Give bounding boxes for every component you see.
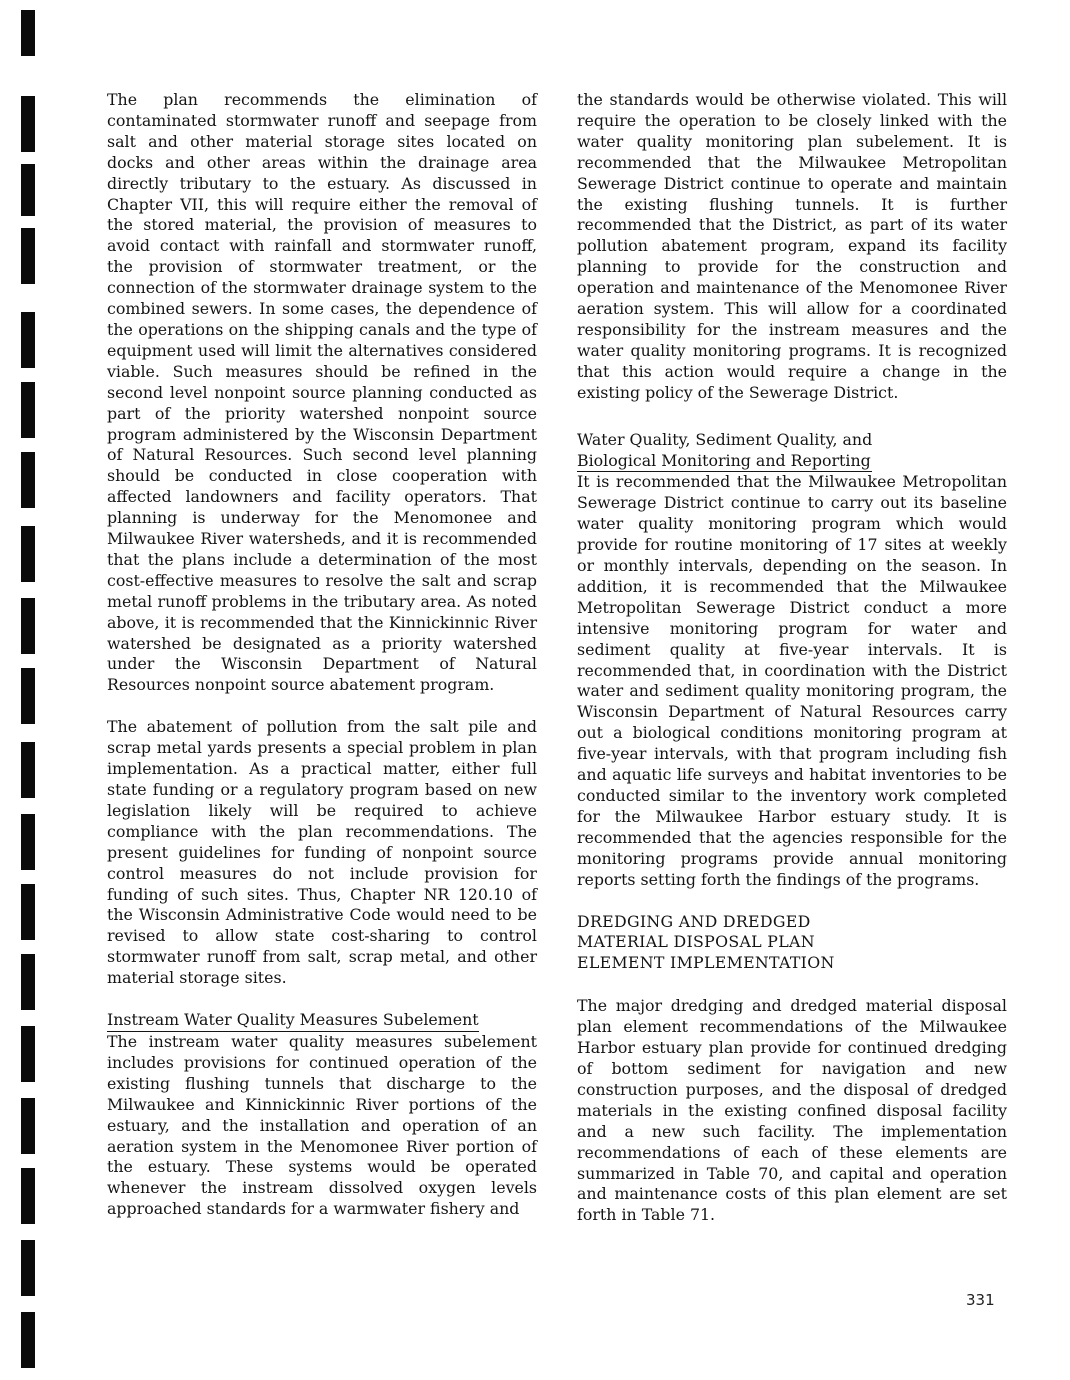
paragraph: The abatement of pollution from the salt pile and scrap metal yards presents a special problem in plan implementation. As a practical matter, either full state funding or a regulatory program based on new legislation likely will be required to achieve compliance with the plan recommendations. The present guidelines for funding of nonpoint source control measures do not include provision for funding of such sites. Thus, Chapter NR 120.10 of the Wisconsin Administrative Code would need to be revised to allow state cost-sharing to control stormwater runoff from salt, scrap metal, and other material storage sites. (107, 717, 537, 988)
margin-mark (21, 96, 35, 152)
margin-mark (21, 954, 35, 1010)
margin-mark (21, 668, 35, 724)
margin-mark (21, 382, 35, 438)
margin-mark (21, 526, 35, 582)
subsection-heading: Water Quality, Sediment Quality, and Biological Monitoring and Reporting (577, 430, 872, 473)
margin-mark (21, 742, 35, 798)
margin-mark (21, 1312, 35, 1368)
section-heading: DREDGING AND DREDGED MATERIAL DISPOSAL PLAN ELEMENT IMPLEMENTATION (577, 911, 835, 973)
paragraph: The major dredging and dredged material disposal plan element recommendations of the Milwaukee Harbor estuary plan provide for continued dredging of bottom sediment for navigation and new construction purposes, and the disposal of dredged materials in the existing confined disposal facility and a new such facility. The implementation recommendations of each of these elements are summarized in Table 70, and capital and operation and maintenance costs of this plan element are set forth in Table 71. (577, 996, 1007, 1225)
binding-margin-marks (21, 0, 35, 1380)
margin-mark (21, 1026, 35, 1082)
paragraph: It is recommended that the Milwaukee Metropolitan Sewerage District continue to carry out its baseline water quality monitoring program which would provide for routine monitoring of 17 sites at weekly or monthly intervals, depending on the season. In addition, it is recommended that the Milwaukee Metropolitan Sewerage District conduct a more intensive monitoring program for water and sediment quality at five-year intervals. It is recommended that, in coordination with the District water and sediment quality monitoring program, the Wisconsin Department of Natural Resources carry out a biological conditions monitoring program at five-year intervals, with that program including fish and aquatic life surveys and habitat inventories to be conducted similar to the inventory work completed for the Milwaukee Harbor estuary study. It is recommended that the agencies responsible for the monitoring programs provide annual monitoring reports setting forth the findings of the programs. (577, 472, 1007, 889)
margin-mark (21, 884, 35, 940)
margin-mark (21, 814, 35, 870)
margin-mark (21, 312, 35, 368)
paragraph: the standards would be otherwise violated. This will require the operation to be closely linked with the water quality monitoring plan subelement. It is recommended that the Milwaukee Metropolitan Sewerage District continue to operate and maintain the existing flushing tunnels. It is further recommended that the District, as part of its water pollution abatement program, expand its facility planning to provide for the construction and operation and maintenance of the Menomonee River aeration system. This will allow for a coordinated responsibility for the instream measures and the water quality monitoring programs. It is recognized that this action would require a change in the existing policy of the Sewerage District. (577, 90, 1007, 402)
margin-mark (21, 164, 35, 216)
margin-mark (21, 1168, 35, 1224)
paragraph: The instream water quality measures subelement includes provisions for continued operation of the existing flushing tunnels that discharge to the Milwaukee and Kinnickinnic River portions of the estuary, and the installation and operation of an aeration system in the Menomonee River portion of the estuary. These systems would be operated whenever the instream dissolved oxygen levels approached standards for a warmwater fishery and (107, 1031, 537, 1219)
margin-mark (21, 1098, 35, 1154)
margin-mark (21, 1240, 35, 1296)
paragraph: The plan recommends the elimination of contaminated stormwater runoff and seepage from salt and other material storage sites located on docks and other areas within the drainage area directly tributary to the estuary. As discussed in Chapter VII, this will require either the removal of the stored material, the provision of measures to avoid contact with rainfall and stormwater runoff, the provision of stormwater treatment, or the connection of the stormwater drainage system to the combined sewers. In some cases, the dependence of the operations on the shipping canals and the type of equipment used will limit the alternatives considered viable. Such measures should be refined in the second level nonpoint source planning conducted as part of the priority watershed nonpoint source program administered by the Wisconsin Department of Natural Resources. Such second level planning should be conducted in close cooperation with affected landowners and facility operators. That planning is underway for the Menomonee and Milwaukee River watersheds, and it is recommended that the plans include a determination of the most cost-effective measures to resolve the salt and scrap metal runoff problems in the tributary area. As noted above, it is recommended that the Kinnickinnic River watershed be designated as a priority watershed under the Wisconsin Department of Natural Resources nonpoint source abatement program. (107, 90, 537, 695)
subsection-heading: Instream Water Quality Measures Subelement (107, 1010, 479, 1032)
left-column (107, 90, 537, 1241)
margin-mark (21, 452, 35, 508)
page-number: 331 (966, 1291, 995, 1309)
margin-mark (21, 10, 35, 56)
right-column (577, 90, 1007, 1247)
margin-mark (21, 598, 35, 654)
margin-mark (21, 228, 35, 284)
